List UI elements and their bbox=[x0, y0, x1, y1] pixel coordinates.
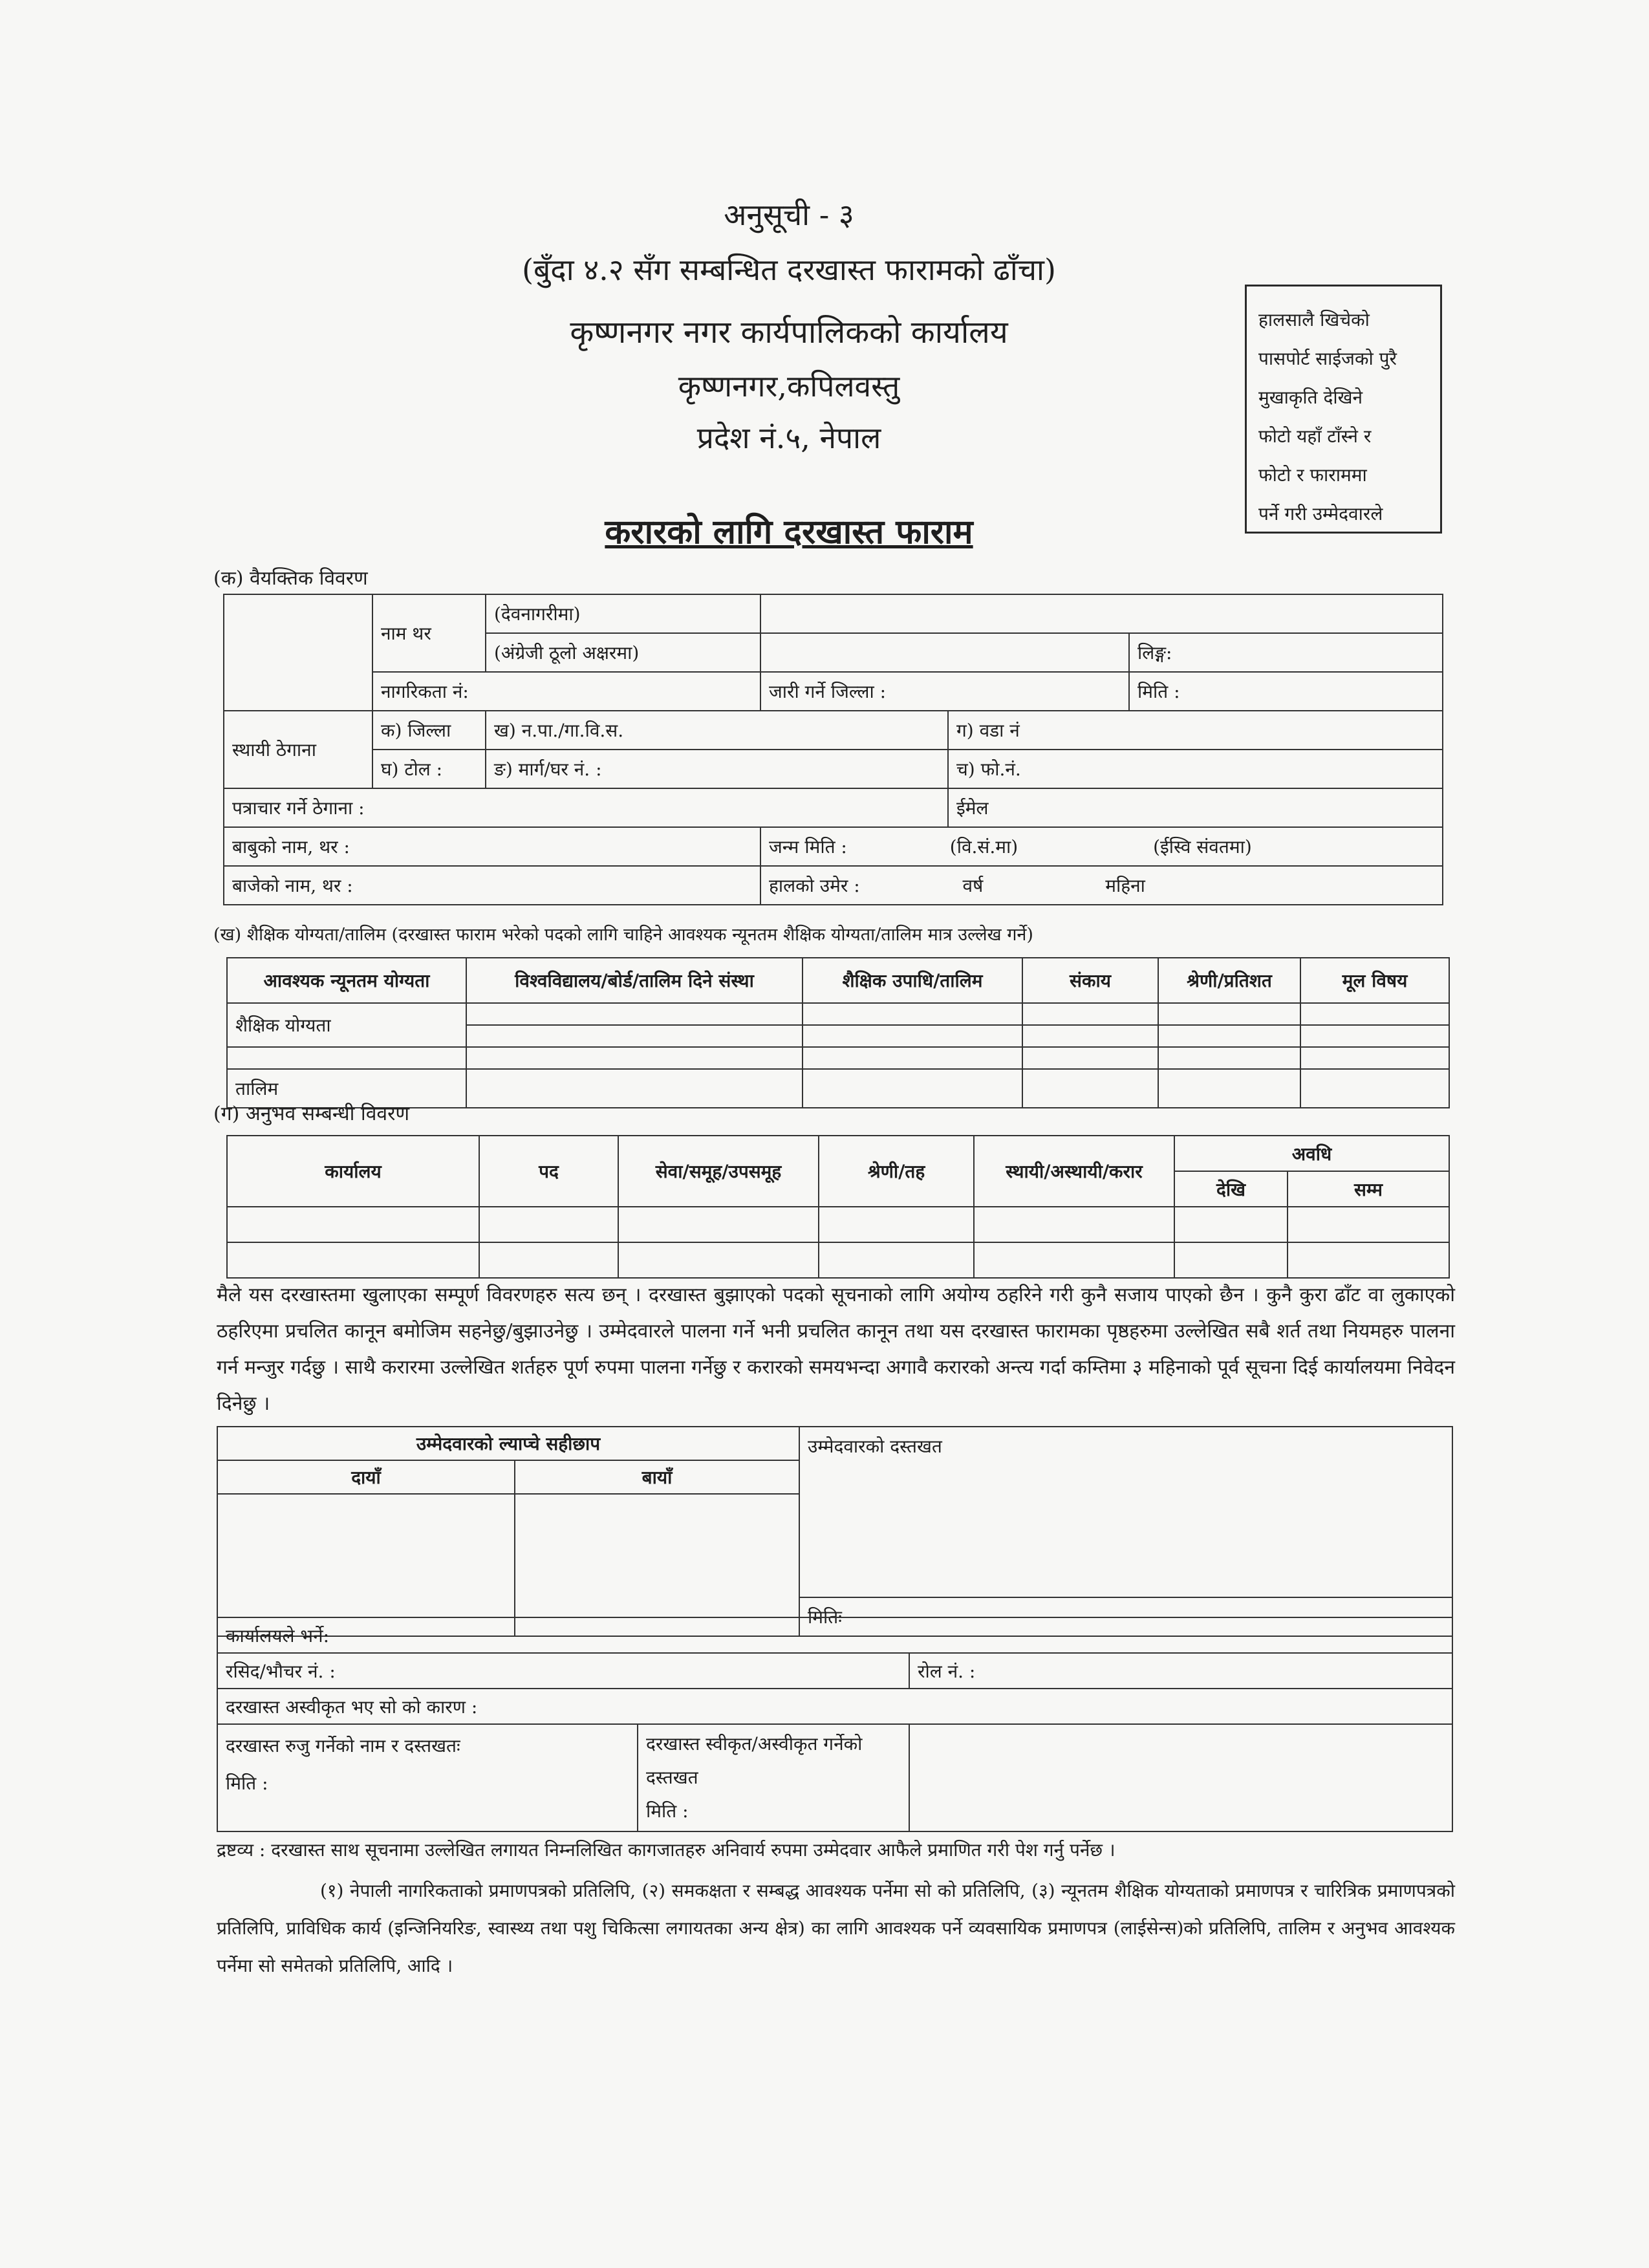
note-items: (१) नेपाली नागरिकताको प्रमाणपत्रको प्रतिलिपि, (२) समकक्षता र सम्बद्ध आवश्यक पर्नेमा सो को प्रतिलिपि, (३) न्यूनतम शैक्षिक योग्यताको प्रमाणपत्र र चारित्रिक प्रमाणपत्रको प्रतिलिपि, प्राविधिक कार्य (इन्जिनियरिङ, स्वास्थ्य तथा पशु चिकित्सा लगायतका अन्य क्षेत्र) का लागि आवश्यक पर्ने व्यवसायिक प्रमाणपत्र (लाईसेन्स)को प्रतिलिपि, तालिम र अनुभव आवश्यक पर्नेमा सो समेतको प्रतिलिपि, आदि । bbox=[217, 1880, 1455, 1976]
edu-cell[interactable] bbox=[1158, 1047, 1300, 1069]
personal-details-table bbox=[223, 594, 1443, 905]
issue-district-field[interactable]: जारी गर्ने जिल्ला : bbox=[760, 672, 1129, 711]
edu-cell[interactable] bbox=[803, 1003, 1022, 1025]
form-subtitle: (बुँदा ४.२ सँग सम्बन्धित दरखास्त फारामको ढाँचा) bbox=[522, 252, 1056, 287]
name-english-field[interactable] bbox=[760, 633, 1129, 672]
photo-instruction-line: फोटो यहाँ टाँस्ने र bbox=[1258, 426, 1372, 447]
english-label: (अंग्रेजी ठूलो अक्षरमा) bbox=[486, 633, 760, 672]
exp-header-type: स्थायी/अस्थायी/करार bbox=[974, 1136, 1174, 1207]
signature-date-field[interactable]: मितिः bbox=[799, 1597, 1452, 1636]
edu-cell[interactable] bbox=[803, 1047, 1022, 1069]
photo-instruction-line: हालसालै खिचेको bbox=[1258, 309, 1370, 330]
exp-cell[interactable] bbox=[819, 1207, 974, 1242]
training-cell[interactable] bbox=[1022, 1069, 1158, 1108]
photo-box[interactable] bbox=[1245, 285, 1442, 534]
exp-cell[interactable] bbox=[479, 1207, 618, 1242]
edu-cell[interactable] bbox=[1158, 1003, 1300, 1025]
candidate-signature-field[interactable]: उम्मेदवारको दस्तखत bbox=[799, 1427, 1452, 1597]
edu-cell[interactable] bbox=[1022, 1003, 1158, 1025]
exp-header-from: देखि bbox=[1174, 1171, 1288, 1207]
verifier-label: दरखास्त रुजु गर्नेको नाम र दस्तखतः bbox=[226, 1735, 460, 1756]
section-education-title: (ख) शैक्षिक योग्यता/तालिम (दरखास्त फाराम भरेको पदको लागि चाहिने आवश्यक न्यूनतम शैक्षिक योग्यता/तालिम मात्र उल्लेख गर्ने) bbox=[213, 925, 1033, 945]
thumbprint-header: उम्मेदवारको ल्याप्चे सहीछाप bbox=[217, 1427, 799, 1460]
approver-signature-space[interactable] bbox=[909, 1724, 1452, 1831]
edu-header-qualification: आवश्यक न्यूनतम योग्यता bbox=[227, 958, 466, 1003]
roll-number-field[interactable]: रोल नं. : bbox=[909, 1653, 1452, 1689]
name-label: नाम थर bbox=[372, 594, 486, 672]
left-thumb-box[interactable] bbox=[515, 1494, 799, 1636]
edu-row-qualification-label: शैक्षिक योग्यता bbox=[227, 1003, 466, 1047]
edu-header-division: श्रेणी/प्रतिशत bbox=[1158, 958, 1300, 1003]
exp-cell[interactable] bbox=[1288, 1242, 1449, 1278]
district-field[interactable]: क) जिल्ला bbox=[372, 711, 486, 750]
exp-cell[interactable] bbox=[1174, 1242, 1288, 1278]
annex-heading: अनुसूची - ३ bbox=[724, 197, 854, 232]
name-devanagari-field[interactable] bbox=[760, 594, 1443, 633]
tole-field[interactable]: घ) टोल : bbox=[372, 750, 486, 788]
photo-instruction-line: मुखाकृति देखिने bbox=[1258, 387, 1363, 408]
form-title: करारको लागि दरखास्त फाराम bbox=[605, 512, 973, 552]
exp-cell[interactable] bbox=[1288, 1207, 1449, 1242]
permanent-address-label: स्थायी ठेगाना bbox=[224, 711, 372, 788]
exp-cell[interactable] bbox=[618, 1207, 819, 1242]
exp-header-post: पद bbox=[479, 1136, 618, 1207]
photo-instruction-line: पासपोर्ट साईजको पुरै bbox=[1258, 348, 1397, 369]
exp-header-level: श्रेणी/तह bbox=[819, 1136, 974, 1207]
exp-cell[interactable] bbox=[618, 1242, 819, 1278]
current-age-field[interactable] bbox=[760, 866, 1443, 905]
dob-ad-label: (ईस्वि संवतमा) bbox=[1153, 836, 1252, 858]
office-use-table bbox=[217, 1617, 1453, 1832]
right-thumb-box[interactable] bbox=[217, 1494, 515, 1636]
citizenship-field[interactable]: नागरिकता नं: bbox=[372, 672, 760, 711]
education-table bbox=[226, 957, 1450, 1108]
years-label: वर्ष bbox=[962, 875, 984, 896]
reject-reason-field[interactable]: दरखास्त अस्वीकृत भए सो को कारण : bbox=[217, 1689, 1452, 1724]
exp-cell[interactable] bbox=[479, 1242, 618, 1278]
right-thumb-header: दायाँ bbox=[217, 1460, 515, 1494]
note-title: द्रष्टव्य : दरखास्त साथ सूचनामा उल्लेखित लगायत निम्नलिखित कागजातहरु अनिवार्य रुपमा उम्मेदवार आफैले प्रमाणित गरी पेश गर्नु पर्नेछ । bbox=[217, 1839, 1116, 1861]
edu-cell[interactable] bbox=[466, 1025, 803, 1047]
months-label: महिना bbox=[1105, 875, 1145, 896]
municipality-field[interactable]: ख) न.पा./गा.वि.स. bbox=[486, 711, 948, 750]
edu-cell[interactable] bbox=[1300, 1047, 1449, 1069]
province: प्रदेश नं.५, नेपाल bbox=[696, 420, 881, 455]
edu-cell[interactable] bbox=[1158, 1025, 1300, 1047]
edu-cell[interactable] bbox=[466, 1047, 803, 1069]
section-personal-title: (क) वैयक्तिक विवरण bbox=[213, 567, 368, 590]
edu-cell[interactable] bbox=[1300, 1025, 1449, 1047]
edu-cell[interactable] bbox=[803, 1025, 1022, 1047]
edu-cell[interactable] bbox=[466, 1003, 803, 1025]
exp-header-duration: अवधि bbox=[1174, 1136, 1449, 1171]
exp-cell[interactable] bbox=[1174, 1207, 1288, 1242]
photo-instruction-line: फोटो र फाराममा bbox=[1258, 464, 1367, 486]
edu-header-faculty: संकाय bbox=[1022, 958, 1158, 1003]
grandfather-name-field[interactable]: बाजेको नाम, थर : bbox=[224, 866, 760, 905]
devanagari-label: (देवनागरीमा) bbox=[486, 594, 760, 633]
exp-header-to: सम्म bbox=[1288, 1171, 1449, 1207]
exp-header-office: कार्यालय bbox=[227, 1136, 479, 1207]
verifier-field[interactable] bbox=[217, 1724, 638, 1831]
edu-cell[interactable] bbox=[1022, 1025, 1158, 1047]
declaration-paragraph: मैले यस दरखास्तमा खुलाएका सम्पूर्ण विवरणहरु सत्य छन् । दरखास्त बुझाएको पदको सूचनाको लागि अयोग्य ठहरिने गरी कुनै सजाय पाएको छैन । कुनै कुरा ढाँट वा लुकाएको ठहरिएमा प्रचलित कानून बमोजिम सहनेछु/बुझाउनेछु । उम्मेदवारले पालना गर्ने भनी प्रचलित कानून तथा यस दरखास्त फारामका पृष्ठहरुमा उल्लेखित सबै शर्त तथा नियमहरु पालना गर्न मन्जुर गर्दछु । साथै करारमा उल्लेखित शर्तहरु पूर्ण रुपमा पालना गर्नेछु र करारको समयभन्दा अगावै करारको अन्त्य गर्दा कम्तिमा ३ महिनाको पूर्व सूचना दिई कार्यालयमा निवेदन दिनेछु । bbox=[217, 1284, 1455, 1415]
edu-cell[interactable] bbox=[1300, 1003, 1449, 1025]
phone-field[interactable]: च) फो.नं. bbox=[948, 750, 1443, 788]
current-age-label: हालको उमेर : bbox=[769, 875, 860, 896]
dob-bs-label: (वि.सं.मा) bbox=[949, 836, 1018, 858]
edu-header-degree: शैक्षिक उपाधि/तालिम bbox=[803, 958, 1022, 1003]
edu-header-institution: विश्वविद्यालय/बोर्ड/तालिम दिने संस्था bbox=[466, 958, 803, 1003]
exp-header-service: सेवा/समूह/उपसमूह bbox=[618, 1136, 819, 1207]
training-cell[interactable] bbox=[803, 1069, 1022, 1108]
training-cell[interactable] bbox=[466, 1069, 803, 1108]
postal-address-field[interactable]: पत्राचार गर्ने ठेगाना : bbox=[224, 788, 948, 827]
section-experience-title: (ग) अनुभव सम्बन्धी विवरण bbox=[213, 1103, 410, 1125]
edu-row-training-label: तालिम bbox=[227, 1069, 466, 1108]
approver-date-label: मिति : bbox=[646, 1800, 689, 1822]
exp-cell[interactable] bbox=[819, 1242, 974, 1278]
edu-spacer bbox=[227, 1047, 466, 1069]
receipt-number-field[interactable]: रसिद/भौचर नं. : bbox=[217, 1653, 909, 1689]
father-name-field[interactable]: बाबुको नाम, थर : bbox=[224, 827, 760, 866]
street-field[interactable]: ङ) मार्ग/घर नं. : bbox=[486, 750, 948, 788]
exp-cell[interactable] bbox=[227, 1207, 479, 1242]
signature-table bbox=[217, 1426, 1453, 1637]
training-cell[interactable] bbox=[1158, 1069, 1300, 1108]
training-cell[interactable] bbox=[1300, 1069, 1449, 1108]
exp-cell[interactable] bbox=[974, 1242, 1174, 1278]
dob-label: जन्म मिति : bbox=[769, 836, 847, 858]
office-address: कृष्णनगर,कपिलवस्तु bbox=[678, 369, 900, 404]
office-use-label: कार्यालयले भर्ने: bbox=[217, 1617, 1452, 1653]
dob-field[interactable] bbox=[760, 827, 1443, 866]
approver-signature-label: दस्तखत bbox=[646, 1767, 698, 1788]
approver-field[interactable] bbox=[638, 1724, 909, 1831]
office-name: कृष्णनगर नगर कार्यपालिकको कार्यालय bbox=[570, 314, 1008, 351]
photo-instruction-line: पर्ने गरी उम्मेदवारले bbox=[1258, 503, 1383, 524]
ward-field[interactable]: ग) वडा नं bbox=[948, 711, 1443, 750]
exp-cell[interactable] bbox=[974, 1207, 1174, 1242]
experience-table bbox=[226, 1135, 1450, 1279]
photo-spacer-cell bbox=[224, 594, 372, 711]
left-thumb-header: बायाँ bbox=[515, 1460, 799, 1494]
edu-cell[interactable] bbox=[1022, 1047, 1158, 1069]
edu-header-subject: मूल विषय bbox=[1300, 958, 1449, 1003]
approver-label: दरखास्त स्वीकृत/अस्वीकृत गर्नेको bbox=[646, 1733, 863, 1755]
gender-field[interactable]: लिङ्ग: bbox=[1129, 633, 1443, 672]
exp-cell[interactable] bbox=[227, 1242, 479, 1278]
email-field[interactable]: ईमेल bbox=[948, 788, 1443, 827]
verifier-date-label: मिति : bbox=[226, 1773, 268, 1794]
issue-date-field[interactable]: मिति : bbox=[1129, 672, 1443, 711]
